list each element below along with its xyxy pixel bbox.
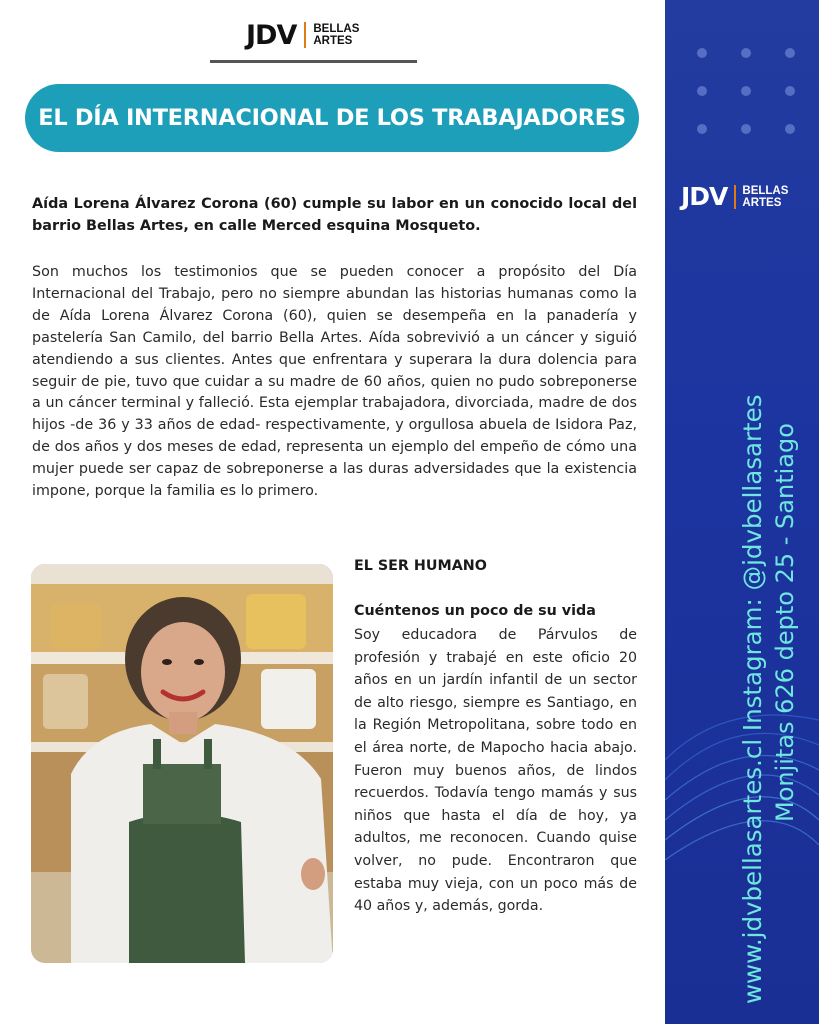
article-lead: Aída Lorena Álvarez Corona (60) cumple su labor en un conocido local del barrio Bellas Artes, en calle Merced esquina Mosqueto. — [32, 196, 637, 234]
portrait-illustration — [31, 564, 333, 963]
logo-line-1: BELLAS — [313, 23, 360, 35]
sidebar-logo-line-1: BELLAS — [742, 184, 789, 197]
sidebar-logo — [681, 184, 788, 209]
page-title: EL DÍA INTERNACIONAL DE LOS TRABAJADORES — [38, 105, 626, 131]
logo-mark: JDV — [246, 19, 297, 51]
logo-text — [313, 23, 359, 47]
section-title: EL SER HUMANO — [354, 558, 487, 574]
interview-answer: Soy educadora de Párvulos de profesión y trabajé en este oficio 20 años en un jardín infantil de un sector de alto riesgo, siempre es Santiago, en la Región Metropolitana, sobre todo en el área norte, de Mapocho hacia abajo. Fueron muy buenos años, de lindos recuerdos. Todavía tengo mamás y sus niños que hasta el día de hoy, ya adultos, me reconocen. Cuando quise volver, no pude. Encontraron que estaba muy vieja, con un poco más de 40 años y, además, gorda. — [354, 627, 637, 915]
portrait-photo — [31, 564, 333, 963]
header-divider — [210, 60, 417, 63]
title-banner — [25, 84, 639, 152]
sidebar-contact-web-instagram: www.jdvbellasartes.cl Instagram: @jdvbellasartes — [738, 394, 767, 1004]
header-logo — [246, 18, 359, 52]
sidebar-contact-address: Monjitas 626 depto 25 - Santiago — [771, 423, 799, 822]
sidebar-logo-divider — [734, 185, 736, 209]
sidebar-logo-line-2: ARTES — [742, 196, 782, 209]
sidebar-logo-mark: JDV — [681, 182, 728, 211]
logo-line-2: ARTES — [313, 35, 353, 47]
interview-question: Cuéntenos un poco de su vida — [354, 603, 596, 619]
logo-divider — [304, 22, 306, 48]
article-body: Son muchos los testimonios que se pueden conocer a propósito del Día Internacional del Trabajo, pero no siempre abundan las historias humanas como la de Aída Lorena Álvarez Corona (60), quien se desempeña en la panadería y pastelería San Camilo, del barrio Bella Artes. Aída sobrevivió a un cáncer y siguió atendiendo a sus clientes. Antes que enfrentara y superara la dura dolencia para seguir de pie, tuvo que cuidar a su madre de 60 años, quien no pudo sobreponerse a un cáncer terminal y falleció. Esta ejemplar trabajadora, divorciada, madre de dos hijos -de 36 y 33 años de edad- respectivamente, y orgullosa abuela de Isidora Paz, de dos años y dos meses de edad, representa un ejemplo del empeño de cómo una mujer puede ser capaz de sobreponerse a las duras adversidades que la existencia impone, porque la familia es lo primero. — [32, 264, 637, 500]
sidebar-logo-text — [742, 185, 788, 209]
